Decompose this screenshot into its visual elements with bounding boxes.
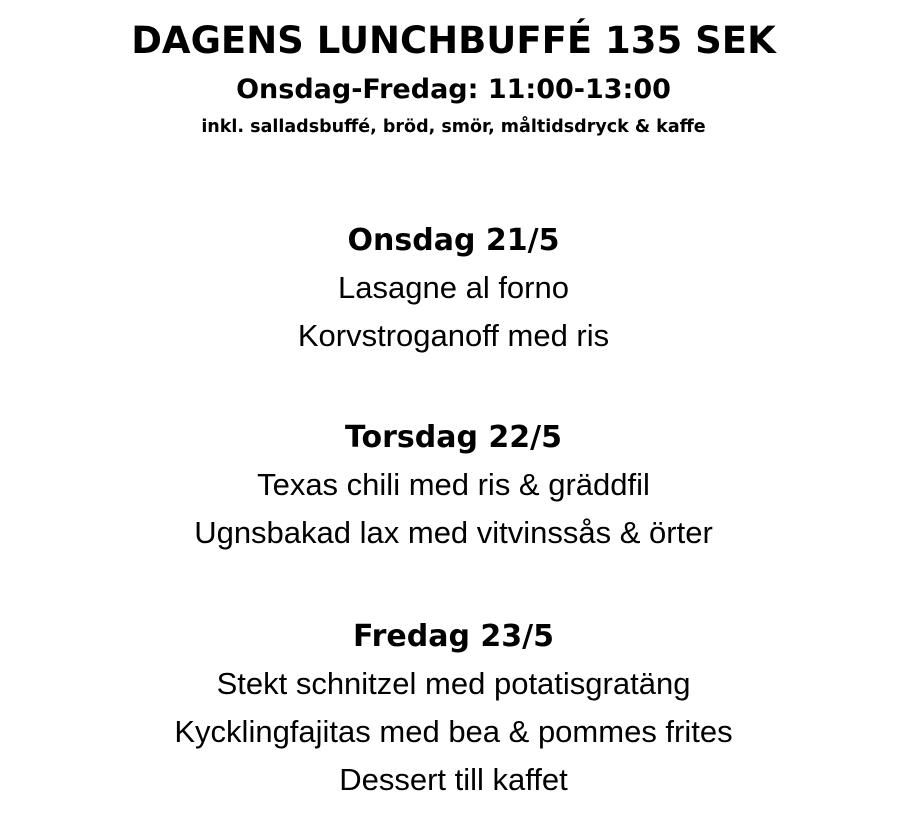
day-section-wednesday xyxy=(0,218,907,360)
buffet-includes: inkl. salladsbuffé, bröd, smör, måltidsdryck & kaffe xyxy=(201,117,706,137)
dish-item: Ugnsbakad lax med vitvinssås & örter xyxy=(194,515,713,550)
opening-hours: Onsdag-Fredag: 11:00-13:00 xyxy=(236,74,671,105)
dish-item: Dessert till kaffet xyxy=(339,762,568,797)
day-heading: Torsdag 22/5 xyxy=(345,420,562,455)
day-heading: Onsdag 21/5 xyxy=(347,223,560,258)
menu-title: DAGENS LUNCHBUFFÉ 135 SEK xyxy=(131,19,776,62)
day-section-friday xyxy=(0,614,907,804)
day-section-thursday xyxy=(0,415,907,557)
dish-item: Kycklingfajitas med bea & pommes frites xyxy=(174,714,733,749)
dish-item: Texas chili med ris & gräddfil xyxy=(257,467,650,502)
dish-item: Lasagne al forno xyxy=(338,270,569,305)
dish-item: Korvstroganoff med ris xyxy=(297,318,610,353)
day-heading: Fredag 23/5 xyxy=(353,619,554,654)
dish-item: Stekt schnitzel med potatisgratäng xyxy=(216,666,691,701)
